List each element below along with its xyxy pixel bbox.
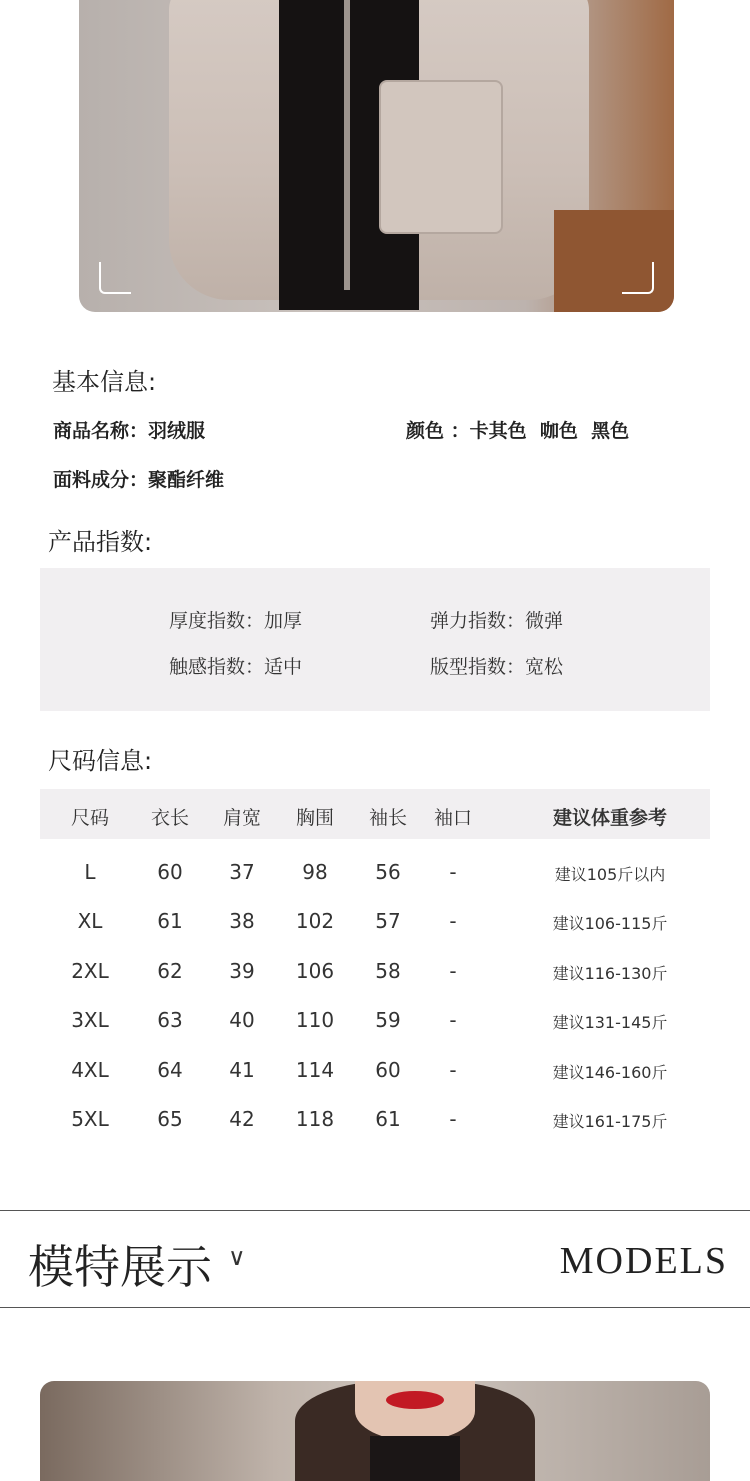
basic-info-title: 基本信息: [52, 368, 157, 396]
size-header-cell: 袖长 [368, 807, 408, 829]
chevron-down-icon: ∨ [228, 1243, 246, 1271]
size-header-cell: 衣长 [150, 807, 190, 829]
models-section-header [0, 1210, 750, 1308]
size-table-cell: 40 [229, 1008, 255, 1033]
size-table-cell: 62 [157, 958, 183, 983]
size-header-cell: 尺码 [70, 807, 110, 829]
size-table-cell: 114 [295, 1057, 335, 1082]
size-header-cell: 建议体重参考 [552, 807, 668, 829]
product-index-title: 产品指数: [48, 528, 153, 556]
size-table-cell: 106 [295, 958, 335, 983]
size-table-cell: 61 [157, 909, 183, 934]
size-table-cell: 3XL [71, 1008, 109, 1033]
size-table-cell: 4XL [71, 1057, 109, 1082]
size-info-title: 尺码信息: [48, 747, 153, 775]
size-table-cell: - [449, 958, 457, 983]
size-table-cell: 38 [229, 909, 255, 934]
product-name: 商品名称：羽绒服 [53, 420, 206, 442]
fit-index: 版型指数：宽松 [430, 656, 564, 678]
size-table-cell: L [84, 860, 96, 884]
elasticity-index: 弹力指数：微弹 [430, 610, 564, 632]
size-table-cell: - [449, 1057, 457, 1082]
lips-shape [386, 1391, 444, 1409]
size-table-cell: 建议161-175斤 [552, 1112, 668, 1131]
size-table-cell: 建议106-115斤 [552, 914, 668, 934]
size-table-cell: 2XL [71, 958, 109, 983]
model-photo [40, 1381, 710, 1481]
fabric-composition: 面料成分：聚酯纤维 [53, 469, 225, 491]
touch-index: 触感指数：适中 [169, 656, 303, 678]
size-table-cell: 65 [157, 1107, 183, 1131]
size-table-cell: 110 [295, 1008, 335, 1033]
corner-mark-right [622, 262, 654, 294]
size-table-cell: 建议105斤以内 [554, 865, 666, 884]
size-table-cell: 63 [157, 1008, 183, 1033]
sofa-background [554, 210, 674, 312]
size-table-cell: - [449, 909, 457, 934]
size-table-cell: 建议131-145斤 [552, 1013, 668, 1033]
color-options: 颜色 ：卡其色 咖色 黑色 [406, 420, 630, 442]
size-table-cell: 64 [157, 1057, 183, 1082]
size-table-cell: 56 [375, 860, 401, 884]
corner-mark-left [99, 262, 131, 294]
size-table-cell: 98 [302, 860, 328, 884]
size-table-cell: 59 [375, 1008, 401, 1033]
size-table-cell: 61 [375, 1107, 401, 1131]
size-table-cell: 60 [157, 860, 183, 884]
turtleneck-shape [370, 1436, 460, 1481]
size-table-cell: 57 [375, 909, 401, 934]
product-photo-jacket [79, 0, 674, 312]
size-table-cell: XL [77, 909, 103, 934]
size-table-cell: 118 [295, 1107, 335, 1131]
size-header-cell: 肩宽 [222, 807, 262, 829]
size-header-cell: 胸围 [295, 807, 335, 829]
models-title-en: MODELS [559, 1240, 728, 1282]
size-table-cell: 5XL [71, 1107, 109, 1131]
thickness-index: 厚度指数：加厚 [169, 610, 303, 632]
size-table-cell: - [449, 1107, 457, 1131]
face-shape [355, 1381, 475, 1441]
size-table-cell: 建议116-130斤 [552, 963, 668, 983]
size-table-cell: 58 [375, 958, 401, 983]
size-table-cell: 37 [229, 860, 255, 884]
size-table-cell: - [449, 1008, 457, 1033]
pocket-shape [379, 80, 503, 234]
size-table-cell: 建议146-160斤 [552, 1062, 668, 1082]
size-table-cell: 102 [295, 909, 335, 934]
models-title-cn: 模特展示 [28, 1240, 212, 1294]
zipper-shape [344, 0, 350, 290]
size-table-cell: - [449, 860, 457, 884]
size-table-cell: 39 [229, 958, 255, 983]
size-table-cell: 60 [375, 1057, 401, 1082]
product-index-panel [40, 568, 710, 711]
size-table-cell: 42 [229, 1107, 255, 1131]
size-header-cell: 袖口 [433, 807, 473, 829]
size-table-cell: 41 [229, 1057, 255, 1082]
